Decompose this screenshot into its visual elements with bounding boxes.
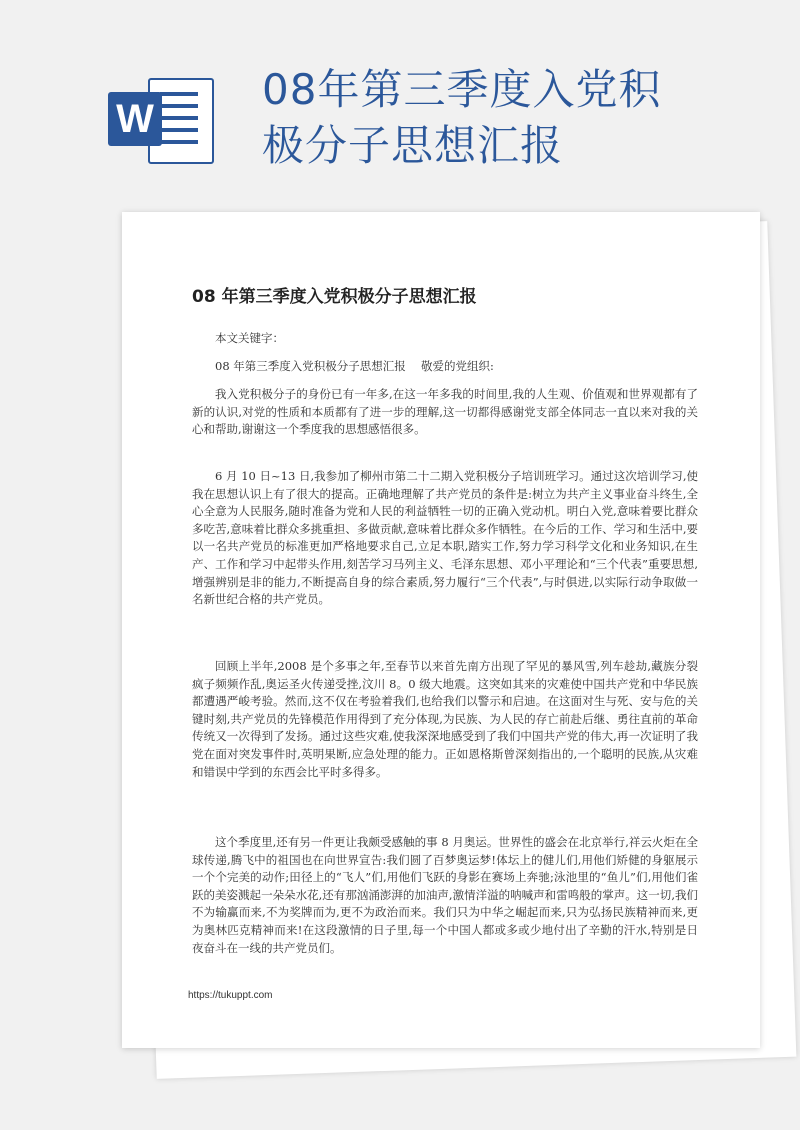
doc-line bbox=[160, 92, 198, 96]
salutation-paragraph: 08 年第三季度入党积极分子思想汇报 敬爱的党组织: bbox=[215, 359, 494, 373]
body-paragraph-1: 我入党积极分子的身份已有一年多,在这一年多我的时间里,我的人生观、价值观和世界观都有了新的认识,对党的性质和本质都有了进一步的理解,这一切都得感谢党支部全体同志一直以来对我的关心和帮助,谢谢这一个季度我的思想感悟很多。 bbox=[192, 387, 698, 437]
body-paragraph-3: 回顾上半年,2008 是个多事之年,至春节以来首先南方出现了罕见的暴风雪,列车趁劫,藏族分裂疯子频频作乱,奥运圣火传递受挫,汶川 8。0 级大地震。这突如其来的灾难使中国共产党和中华民族都遭遇严峻考验。然而,这不仅在考验着我们,也给我们以警示和启迪。在这面对生与死、安与危的关键时刻,共产党员的先锋模范作用得到了充分体现,为民族、为人民的存亡前赴后继、勇往直前的革命传统又一次得到了发扬。通过这些灾难,使我深深地感受到了我们中国共产党的伟大,再一次证明了我党在面对突发事件时,英明果断,应急处理的能力。正如恩格斯曾深刻指出的,一个聪明的民族,从灾难和错误中学到的东西会比平时多得多。 bbox=[192, 659, 698, 779]
page-title-line-1: 08年第三季度入党积 bbox=[262, 65, 662, 114]
doc-line bbox=[160, 104, 198, 108]
doc-line bbox=[160, 128, 198, 132]
page-title bbox=[262, 62, 692, 174]
document-title: 08 年第三季度入党积极分子思想汇报 bbox=[192, 287, 477, 307]
document-page bbox=[122, 212, 760, 1048]
footer-source-link[interactable]: https://tukuppt.com bbox=[188, 990, 273, 1001]
body-paragraph-2: 6 月 10 日~13 日,我参加了柳州市第二十二期入党积极分子培训班学习。通过这次培训学习,使我在思想认识上有了很大的提高。正确地理解了共产党员的条件是:树立为共产主义事业奋斗终生,全心全意为人民服务,随时准备为党和人民的利益牺牲一切的正确入党动机。明白入党,意味着要比群众多吃苦,意味着比群众多挑重担、多做贡献,意味着比群众多作牺牲。在今后的工作、学习和生活中,要以一名共产党员的标准更加严格地要求自己,立足本职,踏实工作,努力学习科学文化和业务知识,在生产、工作和学习中起带头作用,刻苦学习马列主义、毛泽东思想、邓小平理论和“三个代表”重要思想,增强辨别是非的能力,不断提高自身的综合素质,努力履行“三个代表”,与时俱进,以实际行动争取做一名新世纪合格的共产党员。 bbox=[192, 469, 698, 607]
word-document-icon bbox=[108, 70, 216, 166]
keywords-label: 本文关键字： bbox=[215, 331, 284, 345]
page-title-line-2: 极分子思想汇报 bbox=[262, 121, 564, 170]
doc-line bbox=[160, 140, 198, 144]
doc-line bbox=[160, 116, 198, 120]
body-paragraph-4: 这个季度里,还有另一件更让我颇受感触的事 8 月奥运。世界性的盛会在北京举行,祥云火炬在全球传递,腾飞中的祖国也在向世界宣告:我们圆了百梦奥运梦!体坛上的健儿们,用他们矫健的身躯展示一个个完美的动作;田径上的“飞人”们,用他们飞跃的身影在赛场上奔驰;泳池里的“鱼儿”们,用他们雀跃的美姿溅起一朵朵水花,还有那汹涌澎湃的加油声,激情洋溢的呐喊声和雷鸣般的掌声。这一切,我们不为输赢而来,不为奖牌而为,更不为政治而来。我们只为中华之崛起而来,只为弘扬民族精神而来,更为奥林匹克精神而来!在这段激情的日子里,每一个中国人都或多或少地付出了辛勤的汗水,特别是日夜奋斗在一线的共产党员们。 bbox=[192, 835, 698, 955]
word-letter-badge: W bbox=[108, 92, 162, 146]
